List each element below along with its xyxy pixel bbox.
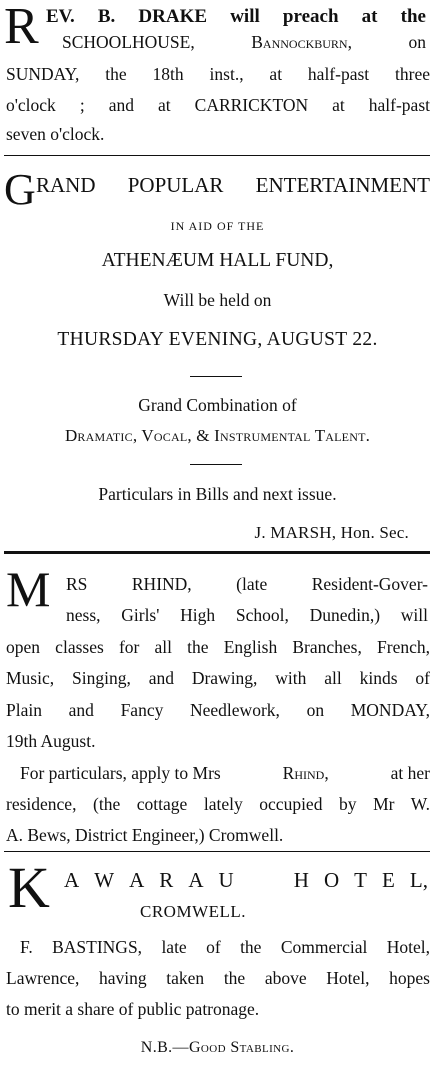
date-line: THURSDAY EVENING, AUGUST 22.	[57, 329, 378, 350]
drop-cap-m: M	[6, 561, 51, 617]
at-her-text: at her	[390, 763, 430, 783]
rhind-line-1: RS RHIND, (late Resident-Gover-	[66, 574, 428, 594]
rhind-line-2: ness, Girls' High School, Dunedin,) will	[66, 605, 428, 625]
hotel-line-3: F. BASTINGS, late of the Commercial Hotel,	[20, 937, 430, 957]
column-rule-2	[4, 551, 430, 554]
stabling-line: N.B.—Good Stabling.	[140, 1039, 295, 1056]
drake-preaching-notice	[0, 0, 435, 150]
for-particulars-text: For particulars, apply to Mrs	[20, 763, 221, 783]
mrs-rhind-notice	[0, 556, 435, 846]
particulars-line: Particulars in Bills and next issue.	[98, 484, 337, 504]
hall-fund-line: ATHENÆUM HALL FUND,	[101, 250, 334, 271]
column-rule-1	[4, 155, 430, 156]
rhind-line-5: Plain and Fancy Needlework, on MONDAY,	[6, 700, 430, 720]
notice-line-5: seven o'clock.	[6, 124, 105, 144]
rhind-line-9: A. Bews, District Engineer,) Cromwell.	[6, 825, 284, 845]
title-letter: A	[129, 868, 145, 892]
schoolhouse-text: SCHOOLHOUSE,	[62, 32, 195, 52]
title-letter: L,	[409, 868, 428, 892]
column-rule-3	[4, 851, 430, 852]
drop-cap-g: G	[4, 165, 36, 214]
drop-cap-r: R	[4, 0, 39, 55]
title-letter: A	[188, 868, 204, 892]
hotel-line-4: Lawrence, having taken the above Hotel, hopes	[6, 968, 430, 988]
title-letter: O	[323, 868, 340, 892]
title-letter: T	[354, 868, 367, 892]
rhind-line-3: open classes for all the English Branches, French,	[6, 637, 430, 657]
rhind-name-text: Rhind,	[282, 763, 329, 783]
hotel-line-5: to merit a share of public patronage.	[6, 999, 260, 1019]
drop-cap-k: K	[8, 855, 50, 920]
title-letter: R	[159, 868, 174, 892]
entertainment-notice	[0, 158, 435, 548]
notice-line-1: EV. B. DRAKE will preach at the	[46, 6, 426, 27]
title-letter: U	[218, 868, 234, 892]
bannockburn-text: Bannockburn,	[251, 32, 352, 52]
secretary-line: J. MARSH, Hon. Sec.	[254, 523, 409, 542]
rhind-line-8: residence, (the cottage lately occupied by Mr W.	[6, 794, 430, 814]
entertainment-title: RAND POPULAR ENTERTAINMENT	[36, 173, 430, 197]
hotel-title	[64, 869, 428, 891]
notice-line-2	[62, 31, 426, 53]
title-letter: H	[293, 868, 309, 892]
title-letter: A	[64, 868, 80, 892]
notice-line-4: o'clock ; and at CARRICKTON at half-past	[6, 95, 430, 115]
rhind-line-4: Music, Singing, and Drawing, with all kinds of	[6, 668, 430, 688]
kawarau-hotel-notice	[0, 855, 435, 1072]
grand-combination-line: Grand Combination of	[138, 395, 297, 415]
title-letter: E	[382, 868, 395, 892]
will-be-held-line: Will be held on	[163, 290, 272, 310]
cromwell-line: CROMWELL.	[140, 902, 247, 921]
rhind-line-7	[20, 762, 430, 784]
short-rule-2	[190, 464, 242, 465]
title-gap	[249, 869, 279, 891]
notice-line-3: SUNDAY, the 18th inst., at half-past three	[6, 64, 430, 84]
on-text: on	[408, 32, 426, 52]
title-letter: W	[94, 868, 115, 892]
in-aid-line: IN AID OF THE	[170, 219, 265, 233]
short-rule	[190, 376, 242, 377]
talent-line: Dramatic, Vocal, & Instrumental Talent.	[64, 426, 371, 445]
rhind-line-6: 19th August.	[6, 731, 96, 751]
